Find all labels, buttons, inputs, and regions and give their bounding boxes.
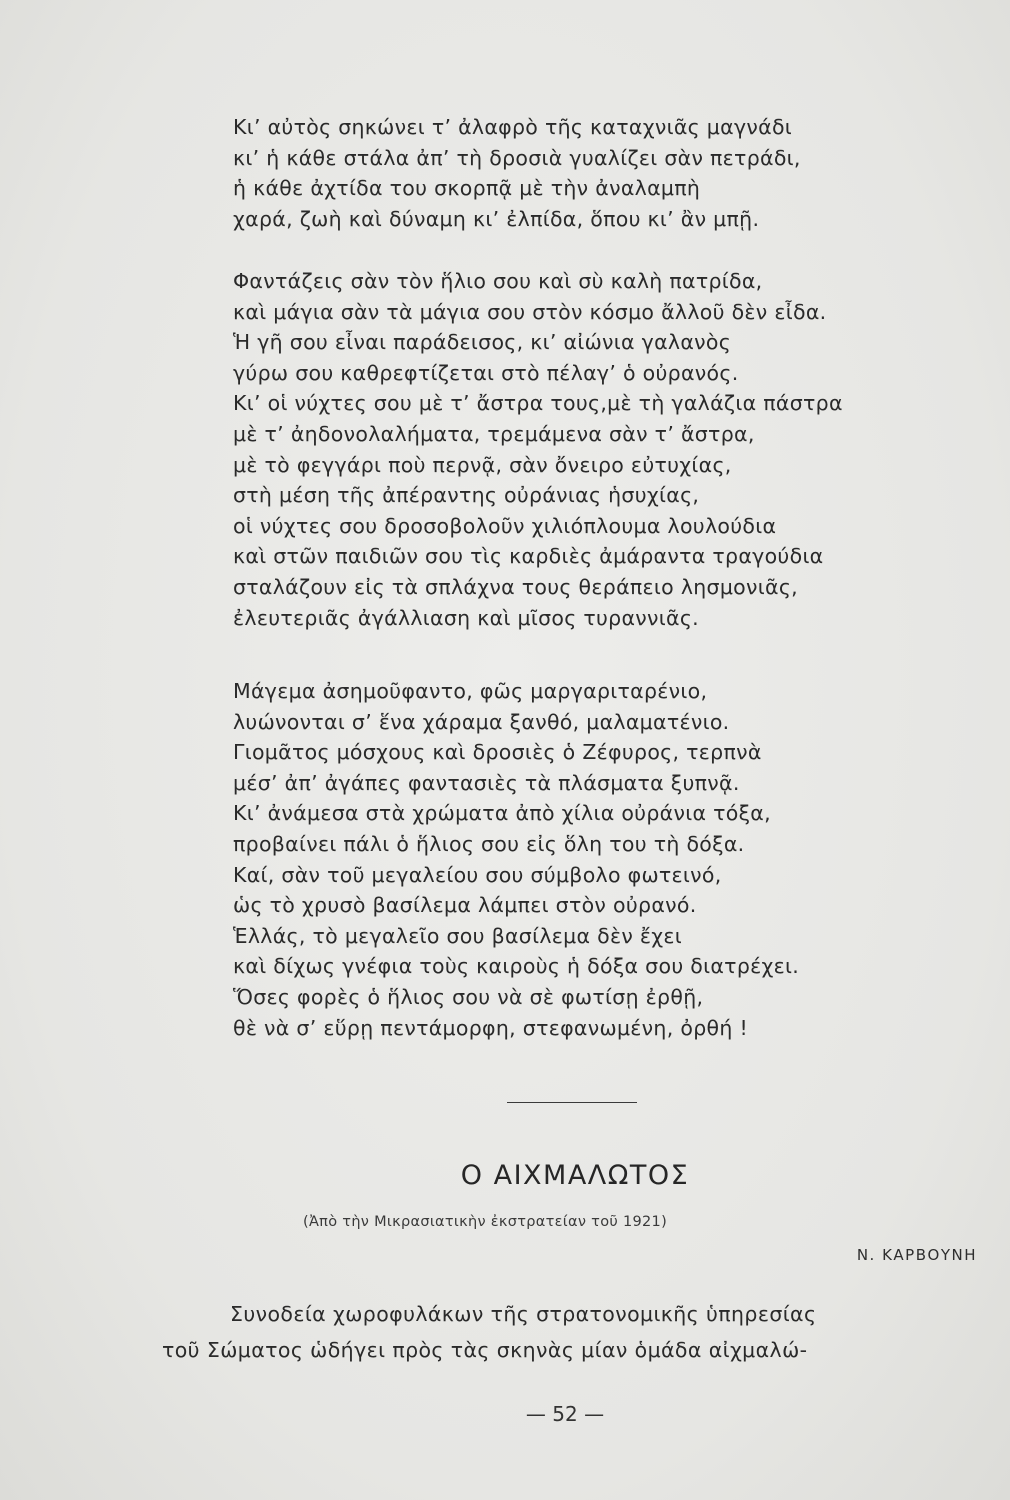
poem-stanza-3: [233, 676, 983, 1043]
poem-line: μὲ τὸ φεγγάρι ποὺ περνᾷ, σὰν ὄνειρο εὐτυχίας,: [233, 452, 732, 477]
poem-line: Κι’ αὐτὸς σηκώνει τ’ ἀλαφρὸ τῆς καταχνιᾶς μαγνάδι: [233, 115, 793, 139]
poem-stanza-1: [233, 112, 983, 234]
poem-line: ἐλευτεριᾶς ἀγάλλιαση καὶ μῖσος τυραννιᾶς.: [233, 605, 700, 630]
poem-line: θὲ νὰ σ’ εὕρῃ πεντάμορφη, στεφανωμένη, ὀρθή !: [233, 1015, 748, 1040]
poem-line: καὶ δίχως γνέφια τοὺς καιροὺς ἡ δόξα σου διατρέχει.: [233, 954, 800, 979]
poem-line: οἱ νύχτες σου δροσοβολοῦν χιλιόπλουμα λουλούδια: [233, 513, 777, 538]
poem-line: Μάγεμα ἀσημοῦφαντο, φῶς μαργαριταρένιο,: [233, 679, 708, 703]
poem-line: χαρά, ζωὴ καὶ δύναμη κι’ ἐλπίδα, ὅπου κι’ ἂν μπῇ.: [233, 206, 760, 231]
section-divider: [507, 1102, 637, 1103]
prose-line: Συνοδεία χωροφυλάκων τῆς στρατονομικῆς ὑπηρεσίας: [230, 1302, 817, 1326]
poem-line: Γιομᾶτος μόσχους καὶ δροσιὲς ὁ Ζέφυρος, τερπνὰ: [233, 740, 762, 765]
prose-line: τοῦ Σώματος ὡδήγει πρὸς τὰς σκηνὰς μίαν ὁμάδα αἰχμαλώ-: [162, 1338, 808, 1362]
prose-paragraph: [162, 1296, 982, 1368]
poem-stanza-2: [233, 266, 983, 633]
poem-line: ὡς τὸ χρυσὸ βασίλεμα λάμπει στὸν οὐρανό.: [233, 893, 697, 918]
poem-line: Ἑλλάς, τὸ μεγαλεῖο σου βασίλεμα δὲν ἔχει: [233, 923, 683, 948]
poem-line: Φαντάζεις σὰν τὸν ἥλιο σου καὶ σὺ καλὴ πατρίδα,: [233, 269, 763, 293]
poem-line: Ὅσες φορὲς ὁ ἥλιος σου νὰ σὲ φωτίσῃ ἐρθῇ,: [233, 984, 704, 1009]
poem-line: σταλάζουν εἰς τὰ σπλάχνα τους θεράπειο λησμονιᾶς,: [233, 574, 798, 599]
section-subtitle: (Ἀπὸ τὴν Μικρασιατικὴν ἐκστρατείαν τοῦ 1921): [303, 1214, 668, 1230]
poem-line: γύρω σου καθρεφτίζεται στὸ πέλαγ’ ὁ οὐρανός.: [233, 360, 739, 385]
poem-line: προβαίνει πάλι ὁ ἥλιος σου εἰς ὅλη του τὴ δόξα.: [233, 831, 745, 856]
poem-line: Κι’ ἀνάμεσα στὰ χρώματα ἀπὸ χίλια οὐράνια τόξα,: [233, 801, 771, 826]
section-title: Ο ΑΙΧΜΑΛΩΤΟΣ: [460, 1160, 690, 1191]
page-number: — 52 —: [525, 1402, 605, 1426]
poem-line: Κι’ οἱ νύχτες σου μὲ τ’ ἄστρα τους,μὲ τὴ γαλάζια πάστρα: [233, 391, 843, 416]
poem-line: καὶ μάγια σὰν τὰ μάγια σου στὸν κόσμο ἄλλοῦ δὲν εἶδα.: [233, 299, 827, 324]
poem-line: καὶ στῶν παιδιῶν σου τὶς καρδιὲς ἀμάραντα τραγούδια: [233, 544, 824, 569]
author-name: Ν. ΚΑΡΒΟΥΝΗ: [856, 1246, 977, 1264]
poem-line: μέσ’ ἀπ’ ἀγάπες φαντασιὲς τὰ πλάσματα ξυπνᾷ.: [233, 770, 740, 795]
poem-line: μὲ τ’ ἀηδονολαλήματα, τρεμάμενα σὰν τ’ ἄστρα,: [233, 421, 755, 446]
poem-line: λυώνονται σ’ ἕνα χάραμα ξανθό, μαλαματένιο.: [233, 709, 730, 734]
poem-line: ἡ κάθε ἀχτίδα του σκορπᾷ μὲ τὴν ἀναλαμπὴ: [233, 176, 701, 201]
poem-line: στὴ μέση τῆς ἀπέραντης οὐράνιας ἡσυχίας,: [233, 483, 700, 508]
poem-line: Ἡ γῆ σου εἶναι παράδεισος, κι’ αἰώνια γαλανὸς: [233, 330, 732, 355]
poem-line: κι’ ἡ κάθε στάλα ἀπ’ τὴ δροσιὰ γυαλίζει σὰν πετράδι,: [233, 145, 801, 170]
poem-line: Καί, σὰν τοῦ μεγαλείου σου σύμβολο φωτεινό,: [233, 862, 722, 887]
